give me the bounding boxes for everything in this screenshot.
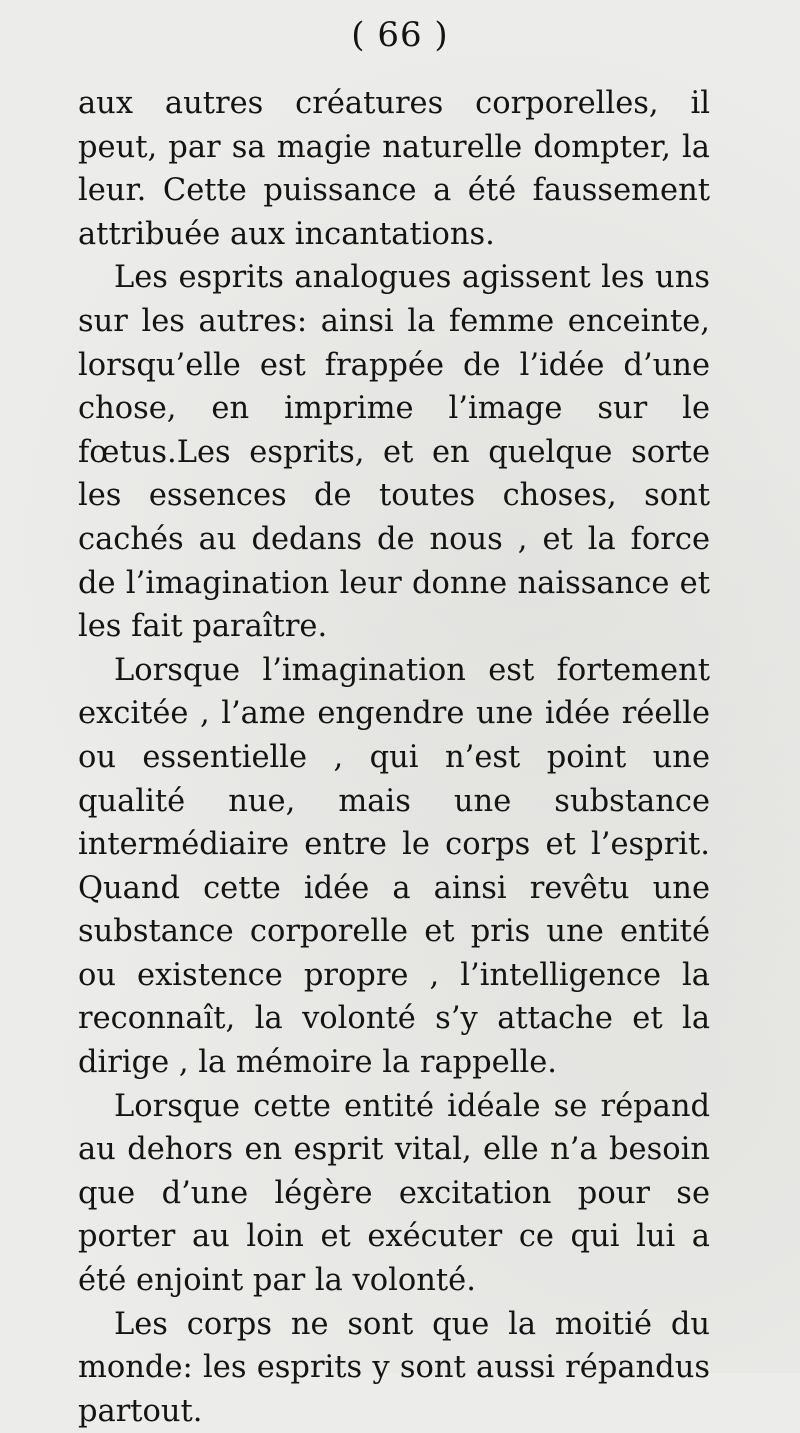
paragraph-4: Lorsque cette entité idéale se répand au dehors en esprit vital, elle n’a besoin que d’une légère excitation pour se porter au loin et exécuter ce qui lui a été enjoint par la volonté. [78, 1088, 710, 1299]
paragraph-2: Les esprits analogues agissent les uns sur les autres: ainsi la femme enceinte, lorsqu’elle est frappée de l’idée d’une chose, en imprime l’image sur le fœtus.Les esprits, et en quelque sorte les essences de toutes choses, sont cachés au dedans de nous , et la force de l’imagination leur donne naissance et les fait paraître. [78, 260, 710, 645]
paragraph-5: Les corps ne sont que la moitié du monde: les esprits y sont aussi répandus partout. [78, 1306, 710, 1429]
paragraph-1: aux autres créatures corporelles, il peut, par sa magie naturelle dompter, la leur. Cette puissance a été faussement attribuée aux incantations. [78, 86, 710, 252]
page-text [78, 82, 710, 1433]
page-number: ( 66 ) [351, 15, 449, 55]
paragraph-3: Lorsque l’imagination est fortement excitée , l’ame engendre une idée réelle ou essentielle , qui n’est point une qualité nue, mais une substance intermédiaire entre le corps et l’esprit. Quand cette idée a ainsi revêtu une substance corporelle et pris une entité ou existence propre , l’intelligence la reconnaît, la volonté s’y attache et la dirige , la mémoire la rappelle. [78, 652, 710, 1081]
